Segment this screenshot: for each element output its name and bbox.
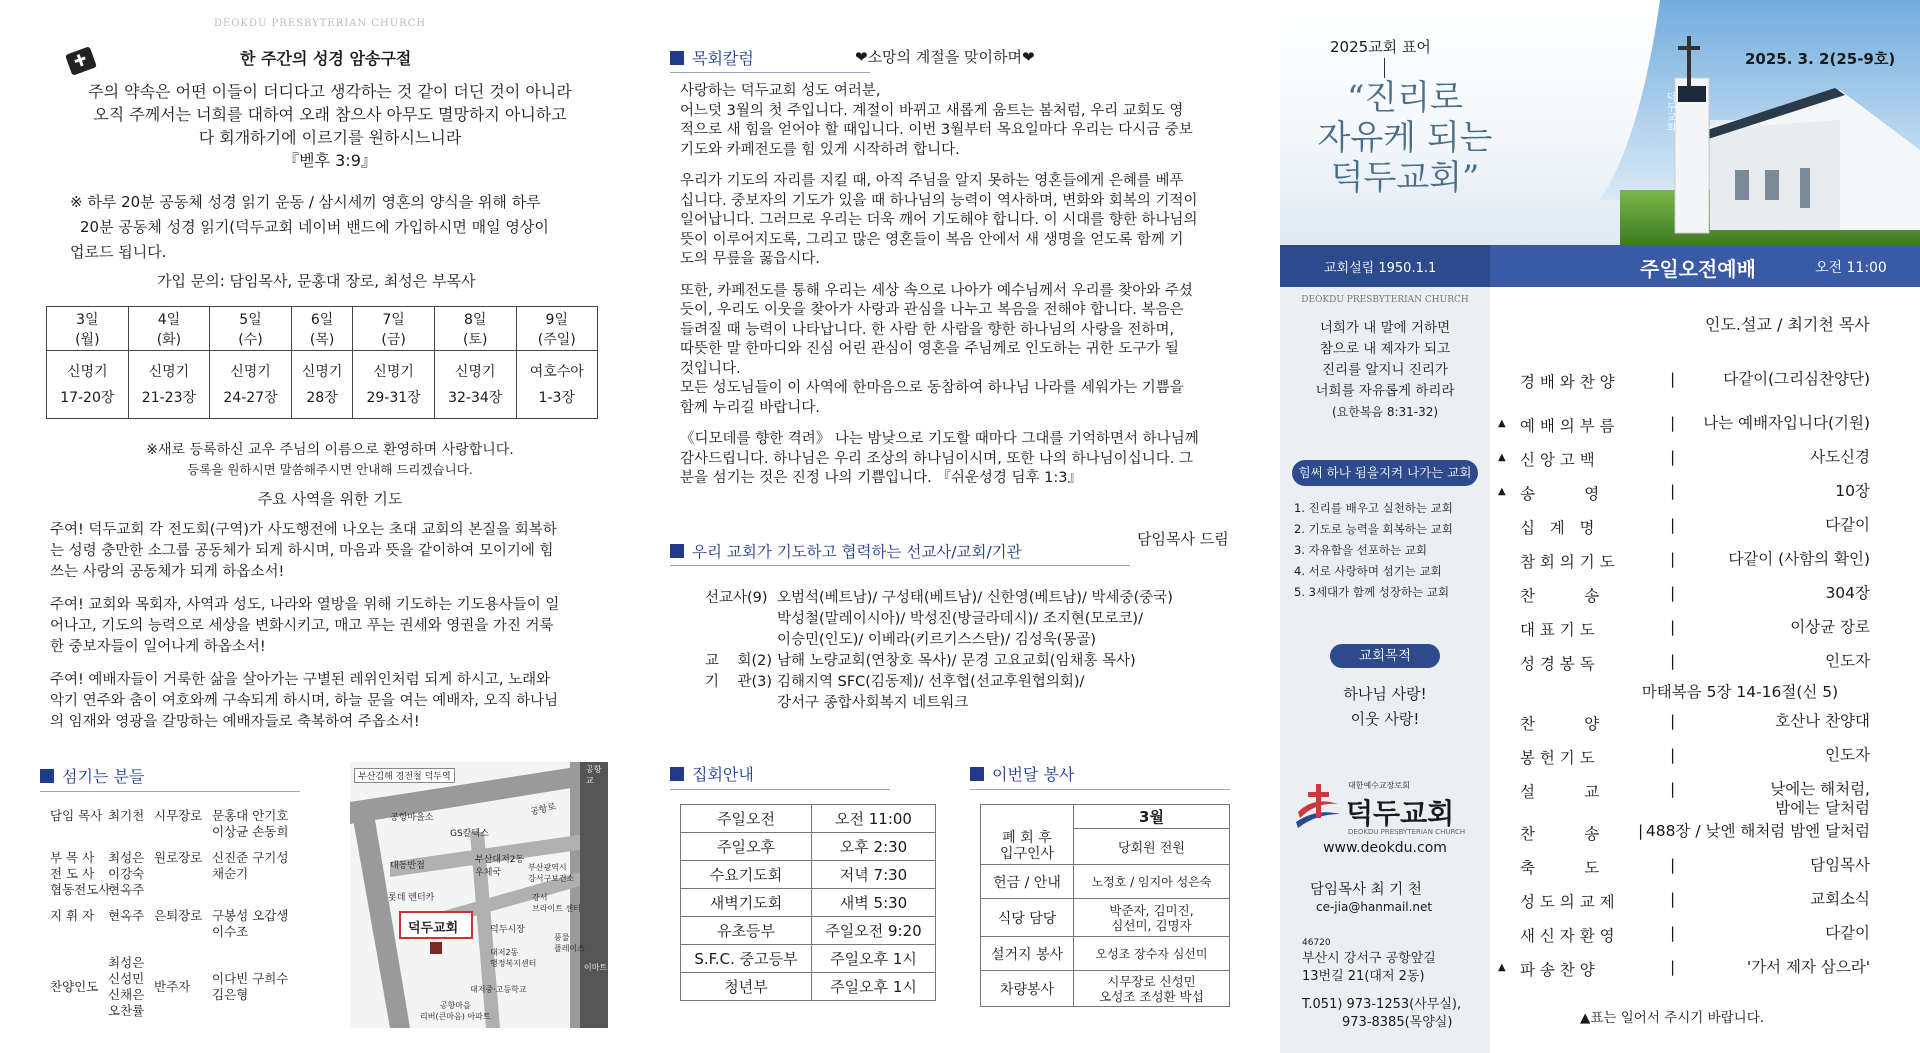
reading-cell-row xyxy=(47,351,598,419)
logo-church-name: 덕두교회 xyxy=(1346,797,1455,830)
day-header: 9일 (주일) xyxy=(516,307,598,351)
column-heading xyxy=(670,46,870,73)
motto-divider xyxy=(1384,58,1385,78)
servant-row: 부 목 사 전 도 사 협동전도사 최성은 이강숙 현옥주 원로장로 신진준 구기성 채순기 xyxy=(50,850,289,897)
servants-list xyxy=(50,808,305,1022)
order-item-label: 송 영 xyxy=(1520,485,1600,503)
memory-ref: 『벧후 3:9』 xyxy=(283,151,377,170)
vision-list: 1. 진리를 배우고 실천하는 교회 2. 기도로 능력을 회복하는 교회 3. 자유함을 선포하는 교회 4. 서로 사랑하며 섬기는 교회 5. 3세대가 함께 성장하는 교회 xyxy=(1294,501,1453,599)
order-separator: | xyxy=(1670,550,1676,568)
order-item-label: 성 경 봉 독 xyxy=(1520,655,1595,673)
day-header: 4일 (화) xyxy=(128,307,210,351)
order-item-label: 축 도 xyxy=(1520,859,1600,877)
duty-row: 차량봉사 시무장로 신성민 오성조 조성환 박섭 xyxy=(981,971,1230,1007)
order-item-value: 488장 / 낮엔 해처럼 밤엔 달처럼 xyxy=(1645,822,1870,840)
column-paragraph: 《디모데를 향한 격려》 나는 밤낮으로 기도할 때마다 그대를 기억하면서 하나님께 감사드립니다. 하나님은 우리 조상의 하나님이시며, 또한 나의 하나님이십니다. 그 분을 섬기는 것은 진정 나의 기쁨입니다. 『쉬운성경 딤후 1:3』 xyxy=(680,431,1199,486)
map-label: 대저중·고등학교 xyxy=(470,985,527,994)
order-item xyxy=(1520,516,1870,538)
map-label: 롯데 렌터카 xyxy=(388,893,435,903)
duty-row: 헌금 / 안내 노정호 / 임지아 성은숙 xyxy=(981,865,1230,899)
day-header: 6일 (목) xyxy=(291,307,352,351)
day-header: 8일 (토) xyxy=(434,307,516,351)
cover-header xyxy=(1280,0,1920,245)
order-item-label: 설 교 xyxy=(1520,783,1600,801)
map-label: 공항마을 리버(큰마음) 아파트 xyxy=(420,1001,491,1021)
service-band xyxy=(1280,245,1920,287)
order-item xyxy=(1520,584,1870,606)
reading-contact: 가입 문의: 담임목사, 문홍대 장로, 최성은 부목사 xyxy=(157,272,476,290)
map-label: 대동반점 xyxy=(390,861,425,871)
website-link[interactable]: www.deokdu.com xyxy=(1323,840,1447,856)
meeting-row: S.F.C. 중고등부 주일오후 1시 xyxy=(681,945,936,973)
column-title: 목회칼럼 xyxy=(692,49,754,68)
duty-row: 폐 회 후 입구인사 당회원 전원 xyxy=(981,829,1230,865)
newcomer-line: ※새로 등록하신 교우 주님의 이름으로 환영하며 사랑합니다. xyxy=(146,442,514,458)
order-item-value: 이상균 장로 xyxy=(1790,618,1870,636)
order-item-value: 호산나 찬양대 xyxy=(1775,712,1870,730)
reading-cell: 신명기 17-20장 xyxy=(47,351,129,419)
bible-icon xyxy=(62,44,100,78)
order-item xyxy=(1520,780,1870,818)
order-separator: | xyxy=(1670,516,1676,534)
map-label: 풍물 플레이스 xyxy=(554,933,585,953)
column-paragraph: 또한, 카페전도를 통해 우리는 세상 속으로 나아가 예수님께서 우리를 찾아와 주셨 듯이, 우리도 이웃을 찾아가 사랑과 관심을 나누고 복음을 전해야 합니다. 복음은 들려질 때 능력이 나타납니다. 한 사람 한 사람을 향한 하나님의 사랑을 전하며, 따뜻한 말 한마디와 진심 어린 관심이 영혼을 주님께로 인도하는 귀한 도구가 될 것입니다. 모든 성도님들이 이 사역에 한마음으로 동참하여 하나님 나라를 세워가는 기쁨을 함께 누리길 바랍니다. xyxy=(680,282,1193,416)
prayer-list xyxy=(50,520,602,733)
newcomer-line: 등록을 원하시면 말씀해주시면 안내해 드리겠습니다. xyxy=(187,462,473,477)
order-item-value: 인도자 xyxy=(1825,746,1870,764)
column-paragraph: 사랑하는 덕두교회 성도 여러분, 어느덧 3월의 첫 주입니다. 계절이 바뀌고 새롭게 움트는 봄처럼, 우리 교회도 영 적으로 새 힘을 얻어야 할 때입니다. 이번 3월부터 목요일마다 우리는 다시금 중보 기도와 카페전도를 힘 있게 시작하려 합니다. xyxy=(680,83,1193,158)
servant-row: 지 휘 자 현옥주 은퇴장로 구봉성 오갑생 이수조 xyxy=(50,908,289,939)
order-separator: | xyxy=(1670,482,1676,500)
map-label: 대저2동 행정복지센터 xyxy=(490,948,537,968)
order-item-value: 다같이(그리심찬양단) xyxy=(1723,370,1870,388)
duty-row: 식당 담당 박준자, 김미진, 심선미, 김명자 xyxy=(981,899,1230,937)
mission-row: 선교사(9) 오범석(베트남)/ 구성태(베트남)/ 신한영(베트남)/ 박세중(중국) 박성철(말레이시아)/ 박성진(방글라데시)/ 조지현(모로코)/ 이승민(인도)/ 이베라(키르기스스탄)/ 김성욱(몽골) xyxy=(705,590,1173,648)
order-item-label: 파 송 찬 양 xyxy=(1520,961,1595,979)
prayer-item: 주여! 예배자들이 거룩한 삶을 살아가는 구별된 레위인처럼 되게 하시고, 노래와 악기 연주와 춤이 여호와께 구속되게 하시며, 하늘 문을 여는 예배자, 오직 하나님 의 임재와 영광을 갈망하는 예배자들로 축복하여 주옵소서! xyxy=(50,672,559,730)
order-item xyxy=(1498,414,1870,436)
meeting-row: 수요기도회 저녁 7:30 xyxy=(681,861,936,889)
order-item-label: 예 배 의 부 름 xyxy=(1520,417,1615,435)
reading-cell: 여호수아 1-3장 xyxy=(516,351,598,419)
mission-row: 기 관(3) 김해지역 SFC(김동제)/ 선후협(선교후원협의회)/ 강서구 종합사회복지 네트워크 xyxy=(705,674,1085,711)
map-label-station: 부산김해 경전철 덕두역 xyxy=(354,768,455,783)
church-motto: “진리로 자유케 되는 덕두교회” xyxy=(1317,78,1493,198)
pastor-email[interactable]: ce-jia@hanmail.net xyxy=(1316,900,1433,914)
order-separator: | xyxy=(1670,890,1676,908)
order-item-value: 사도신경 xyxy=(1810,448,1870,466)
order-item-label: 봉 헌 기 도 xyxy=(1520,749,1595,767)
order-item-value: 나는 예배자입니다(기원) xyxy=(1703,414,1870,432)
mission-title: 우리 교회가 기도하고 협력하는 선교사/교회/기관 xyxy=(692,543,1022,561)
mission-list xyxy=(705,588,1265,714)
memory-line: 오직 주께서는 너희를 대하여 오래 참으사 아무도 멸망하지 아니하고 xyxy=(93,105,567,124)
order-separator: | xyxy=(1670,746,1676,764)
bulletin-date: 2025. 3. 2(25-9호) xyxy=(1745,50,1896,68)
logo-en-name: DEOKDU PRESBYTERIAN CHURCH xyxy=(1348,828,1466,836)
order-item-label: 대 표 기 도 xyxy=(1520,621,1595,639)
pastor-column-body xyxy=(680,82,1260,489)
duty-table xyxy=(980,804,1230,1007)
duty-title: 이번달 봉사 xyxy=(992,765,1075,784)
duty-row: 설거지 봉사 오성조 장수자 심선미 xyxy=(981,937,1230,971)
vision-badge: 힘써 하나 됨을지켜 나가는 교회 xyxy=(1292,460,1478,486)
order-item xyxy=(1498,448,1870,470)
order-item-value: 다같이 xyxy=(1825,924,1870,942)
column-subtitle: ❤소망의 계절을 맞이하며❤ xyxy=(855,48,1035,66)
prayer-title: 주요 사역을 위한 기도 xyxy=(257,490,403,508)
order-item xyxy=(1520,856,1870,878)
memory-line: 다 회개하기에 이르기를 원하시느니라 xyxy=(198,128,462,147)
meeting-row: 유초등부 주일오전 9:20 xyxy=(681,917,936,945)
founded-date: 교회설립 1950.1.1 xyxy=(1324,261,1437,276)
map-label: 공항로 xyxy=(529,801,558,818)
order-separator: | xyxy=(1670,414,1676,432)
reading-notice xyxy=(70,190,610,265)
church-logo-icon xyxy=(1292,778,1342,834)
prayer-item: 주여! 덕두교회 각 전도회(구역)가 사도행전에 나오는 초대 교회의 본질을 회복하 는 성령 충만한 소그룹 공동체가 되게 하시며, 마음과 뜻을 같이하여 모이기에 힘 쓰는 사랑의 공동체가 되게 하옵소서! xyxy=(50,522,557,580)
order-separator: | xyxy=(1670,448,1676,466)
order-item xyxy=(1520,746,1870,768)
church-purpose: 하나님 사랑! 이웃 사랑! xyxy=(1343,685,1427,728)
year-motto-label: 2025교회 표어 xyxy=(1330,38,1431,56)
map-label: 덕두시장 xyxy=(490,925,525,935)
servant-row: 담임 목사 최기천 시무장로 문홍대 안기호 이상균 손동희 xyxy=(50,808,289,839)
map-label: 공항교 xyxy=(586,765,602,785)
mission-heading xyxy=(670,540,1130,566)
reading-header-row xyxy=(47,307,598,351)
prayer-item: 주여! 교회와 목회자, 사역과 성도, 나라와 열방을 위해 기도하는 기도용사들이 일 어나고, 기도의 능력으로 세상을 변화시키고, 매고 푸는 권세와 영권을 가진 거룩 한 중보자들이 일어나게 하옵소서! xyxy=(50,597,560,655)
purpose-badge: 교회목적 xyxy=(1330,644,1440,668)
map-label: 부산대저2동 우체국 xyxy=(475,855,525,878)
order-item-value: 다같이 xyxy=(1825,516,1870,534)
order-item-value: 담임목사 xyxy=(1810,856,1870,874)
order-item-label: 찬 송 xyxy=(1520,825,1600,843)
key-verse: 너희가 내 말에 거하면 참으로 내 제자가 되고 진리를 알지니 진리가 너희를 자유롭게 하리라 (요한복음 8:31-32) xyxy=(1315,320,1455,419)
map-label: GS칼텍스 xyxy=(450,829,489,839)
order-item xyxy=(1520,712,1870,734)
order-separator: | xyxy=(1670,618,1676,636)
meeting-row: 새벽기도회 새벽 5:30 xyxy=(681,889,936,917)
reading-cell: 신명기 24-27장 xyxy=(210,351,292,419)
meetings-title: 집회안내 xyxy=(692,765,754,784)
order-item-label: 참 회 의 기 도 xyxy=(1520,553,1615,571)
meeting-row: 주일오후 오후 2:30 xyxy=(681,833,936,861)
servants-title: 섬기는 분들 xyxy=(62,767,145,786)
order-separator: | xyxy=(1670,780,1676,798)
order-item xyxy=(1520,618,1870,640)
order-item-label: 신 앙 고 백 xyxy=(1520,451,1595,469)
order-separator: | xyxy=(1670,652,1676,670)
meeting-row: 청년부 주일오후 1시 xyxy=(681,973,936,1001)
standing-marker: ▲ xyxy=(1498,418,1506,429)
order-item-value: 교회소식 xyxy=(1810,890,1870,908)
church-en-name: DEOKDU PRESBYTERIAN CHURCH xyxy=(1301,295,1469,305)
order-item-value: '가서 제자 삼으라' xyxy=(1746,958,1870,976)
standing-footnote: ▲표는 일어서 주시기 바랍니다. xyxy=(1580,1010,1765,1026)
location-map xyxy=(350,762,608,1028)
order-separator: | xyxy=(1637,822,1644,840)
column-paragraph: 우리가 기도의 자리를 지킬 때, 아직 주님을 알지 못하는 영혼들에게 은혜를 베푸 십니다. 중보자의 기도가 있을 때 하나님의 능력이 역사하며, 변화와 회복의 기적이 일어납니다. 그러므로 우리는 더욱 깨어 기도해야 합니다. 이 시대를 향한 하나님의 뜻이 이루어지도록, 그리고 많은 영혼들이 복음 안에서 새 생명을 얻도록 함께 기 도의 무릎을 꿇읍시다. xyxy=(680,173,1198,267)
church-address: 부산시 강서구 공항앞길 13번길 21(대저 2동) xyxy=(1302,951,1436,984)
order-item-label: 경 배 와 찬 양 xyxy=(1520,373,1615,391)
map-label: 강서 브라이트 센터 xyxy=(532,893,581,913)
order-item-value: 10장 xyxy=(1835,482,1870,500)
church-phone: T.051) 973-1253(사무실), 973-8385(목양실) xyxy=(1302,997,1462,1030)
order-separator: | xyxy=(1670,584,1676,602)
order-item xyxy=(1520,890,1870,912)
map-label: 이마트 xyxy=(584,963,608,972)
memory-verse xyxy=(40,80,620,172)
standing-marker: ▲ xyxy=(1498,962,1506,973)
church-en-name: DEOKDU PRESBYTERIAN CHURCH xyxy=(213,18,427,29)
servant-row: 찬양인도 최성은 신성민 신채은 오찬률 반주자 이다빈 구희수 김은형 xyxy=(50,955,289,1018)
reading-line: 20분 공동체 성경 읽기(덕두교회 네이버 밴드에 가입하시면 매일 영상이 xyxy=(80,218,549,236)
order-item xyxy=(1498,958,1870,980)
order-item xyxy=(1520,370,1870,392)
order-item xyxy=(1520,550,1870,572)
standing-marker: ▲ xyxy=(1498,452,1506,463)
memory-line: 주의 약속은 어떤 이들이 더디다고 생각하는 것 같이 더딘 것이 아니라 xyxy=(88,82,572,101)
column-middle xyxy=(640,0,1280,1053)
reading-cell: 신명기 21-23장 xyxy=(128,351,210,419)
service-name: 주일오전예배 xyxy=(1640,257,1756,281)
order-item xyxy=(1520,822,1870,844)
day-header: 3일 (월) xyxy=(47,307,129,351)
order-item-label: 성 도 의 교 제 xyxy=(1520,893,1615,911)
order-item-value: 인도자 xyxy=(1825,652,1870,670)
order-separator: | xyxy=(1670,370,1676,388)
reading-line: 업로드 됩니다. xyxy=(70,243,167,261)
order-separator: | xyxy=(1670,958,1676,976)
standing-marker: ▲ xyxy=(1498,486,1506,497)
service-leader: 인도.설교 / 최기천 목사 xyxy=(1705,315,1870,334)
map-label-church: 덕두교회 xyxy=(408,921,459,936)
pastor-name: 담임목사 최 기 천 xyxy=(1310,882,1422,898)
mission-row: 교 회(2) 남해 노량교회(연창호 목사)/ 문경 고요교회(임채홍 목사) xyxy=(705,653,1136,669)
tower-sign: 덕두교회 xyxy=(1664,92,1675,132)
meetings-table xyxy=(680,804,936,1001)
reading-schedule-table xyxy=(46,306,598,419)
duty-heading xyxy=(970,762,1230,790)
day-header: 7일 (금) xyxy=(353,307,435,351)
postal-code: 46720 xyxy=(1302,938,1331,948)
service-time: 오전 11:00 xyxy=(1815,260,1887,276)
order-separator: | xyxy=(1670,712,1676,730)
memory-verse-title: 한 주간의 성경 암송구절 xyxy=(240,49,412,68)
reading-cell: 신명기 29-31장 xyxy=(353,351,435,419)
map-label: 부산광역시 강서구보건소 xyxy=(528,863,575,883)
servants-heading xyxy=(40,764,300,792)
map-label: 공항마을소 xyxy=(390,813,434,823)
meeting-row: 주일오전 오전 11:00 xyxy=(681,805,936,833)
meetings-heading xyxy=(670,762,890,790)
order-item-value: 낮에는 해처럼, 밤에는 달처럼 xyxy=(1770,780,1870,817)
logo-denomination: 대한예수교장로회 xyxy=(1348,781,1410,790)
order-item-value: 304장 xyxy=(1825,584,1870,602)
reading-line: ※ 하루 20분 공동체 성경 읽기 운동 / 삼시세끼 영혼의 양식을 위해 하루 xyxy=(70,193,541,211)
order-item-label: 찬 양 xyxy=(1520,715,1600,733)
reading-cell: 신명기 32-34장 xyxy=(434,351,516,419)
order-separator: | xyxy=(1670,924,1676,942)
order-separator: | xyxy=(1670,856,1676,874)
order-item xyxy=(1520,924,1870,946)
day-header: 5일 (수) xyxy=(210,307,292,351)
column-left xyxy=(0,0,640,1053)
scripture-reference: 마태복음 5장 14-16절(신 5) xyxy=(1641,683,1839,701)
column-signature: 담임목사 드림 xyxy=(1137,530,1229,548)
newcomer-notice xyxy=(40,440,620,480)
order-item-value: 다같이 (사함의 확인) xyxy=(1728,550,1870,568)
order-item-label: 새 신 자 환 영 xyxy=(1520,927,1615,945)
order-item-label: 찬 송 xyxy=(1520,587,1600,605)
reading-cell: 신명기 28장 xyxy=(291,351,352,419)
order-item-label: 십 계 명 xyxy=(1520,519,1595,537)
order-item xyxy=(1520,652,1870,674)
duty-month-row: 3월 xyxy=(981,805,1230,829)
order-item xyxy=(1498,482,1870,504)
